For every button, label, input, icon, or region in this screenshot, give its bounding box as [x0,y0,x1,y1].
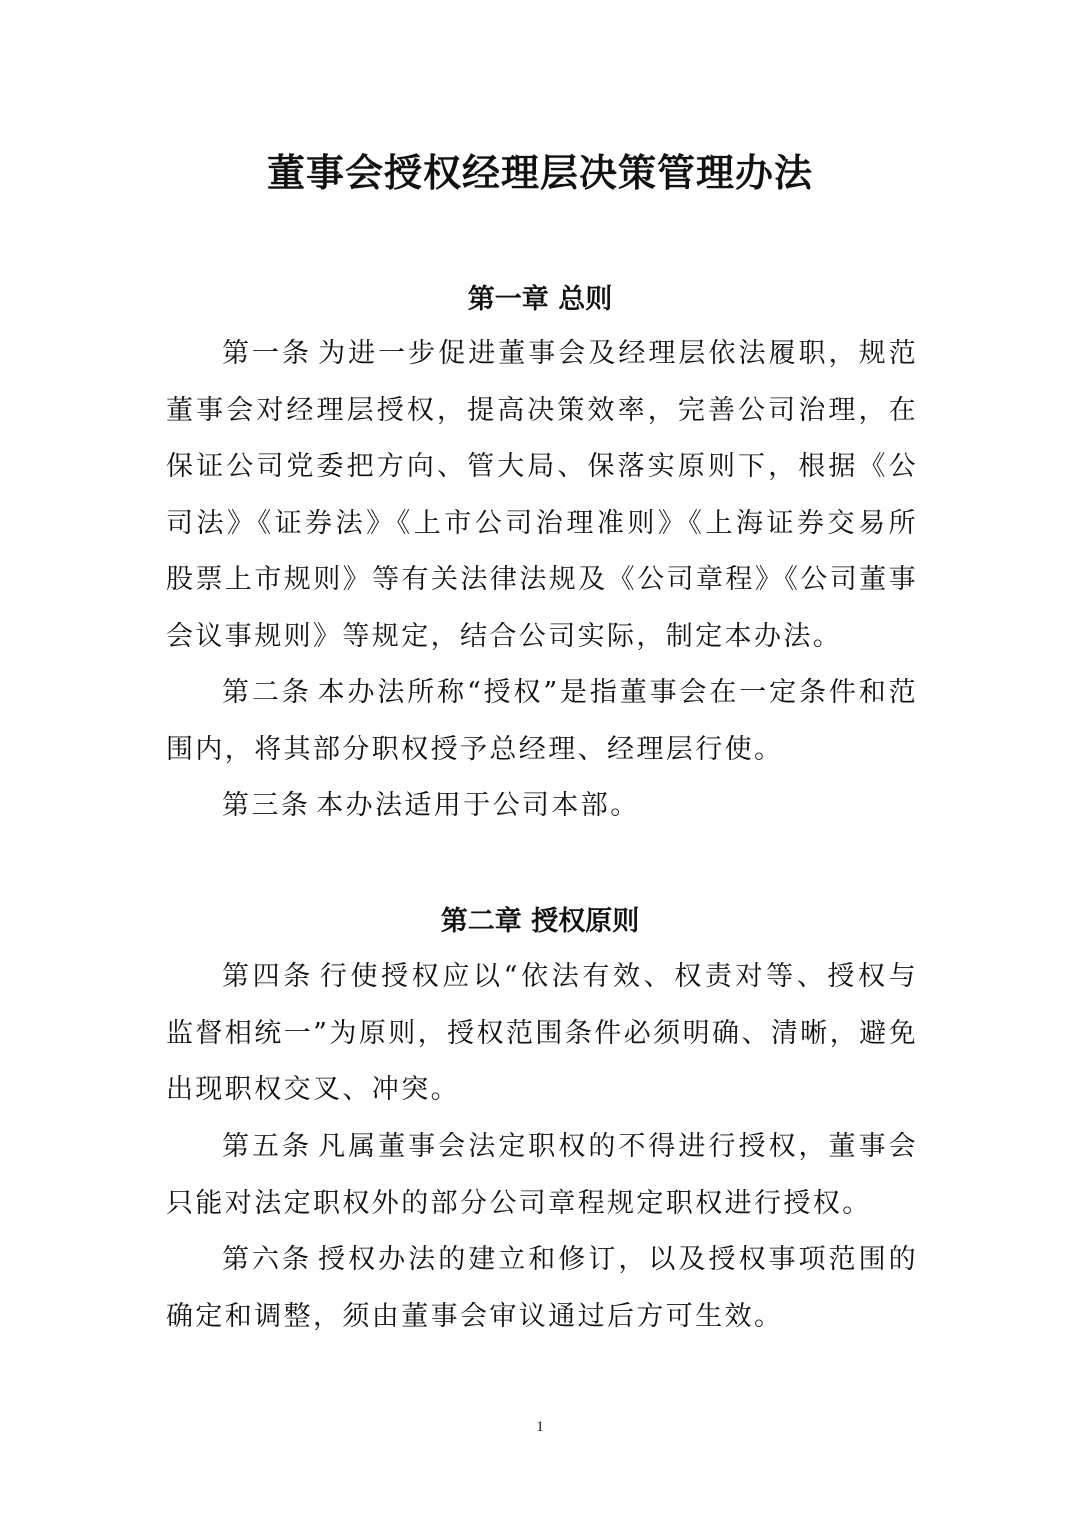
page-number: 1 [536,1419,544,1435]
article-number: 第二条 [222,677,312,708]
article-6 [166,1232,918,1345]
article-text: 授权办法的建立和修订，以及授权事项范围的确定和调整，须由董事会审议通过后方可生效。 [166,1244,919,1332]
article-number: 第一条 [222,338,313,369]
article-1 [166,326,918,665]
article-2 [166,665,918,778]
article-text: 本办法所称“授权”是指董事会在一定条件和范围内，将其部分职权授予总经理、经理层行使。 [166,677,918,765]
document-title: 董事会授权经理层决策管理办法 [266,151,813,195]
article-text: 为进一步促进董事会及经理层依法履职，规范董事会对经理层授权，提高决策效率，完善公司治理，在保证公司党委把方向、管大局、保落实原则下，根据《公司法》《证券法》《上市公司治理准则》《上海证券交易所股票上市规则》等有关法律法规及《公司章程》《公司董事会议事规则》等规定，结合公司实际，制定本办法。 [166,338,919,652]
article-number: 第三条 [222,790,311,821]
article-5 [166,1119,918,1232]
article-text: 本办法适用于公司本部。 [316,790,640,821]
chapter-2-heading: 第二章 授权原则 [440,906,640,937]
article-text: 行使授权应以“依法有效、权责对等、授权与监督相统一”为原则，授权范围条件必须明确、清晰，避免出现职权交叉、冲突。 [166,961,918,1105]
article-3 [166,778,918,835]
article-number: 第六条 [222,1244,313,1275]
chapter-1-heading: 第一章 总则 [467,284,613,315]
article-number: 第四条 [222,961,314,992]
article-4 [166,949,918,1119]
article-text: 凡属董事会法定职权的不得进行授权，董事会只能对法定职权外的部分公司章程规定职权进行授权。 [166,1131,919,1219]
article-number: 第五条 [222,1131,313,1162]
